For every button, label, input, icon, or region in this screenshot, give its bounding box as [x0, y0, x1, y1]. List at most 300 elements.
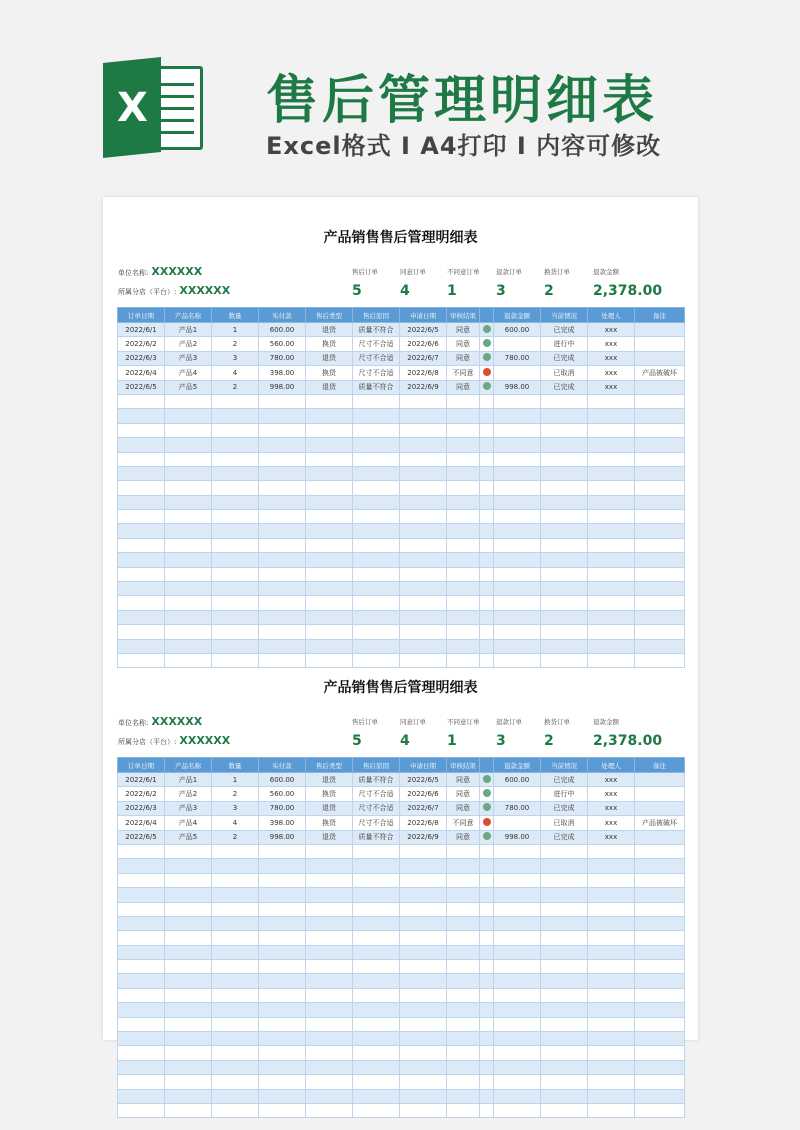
table-cell[interactable] [118, 409, 165, 423]
table-cell[interactable] [447, 1089, 480, 1103]
table-cell[interactable] [494, 567, 541, 581]
table-cell[interactable]: 产品3 [165, 801, 212, 815]
table-cell[interactable] [306, 481, 353, 495]
table-cell[interactable]: 进行中 [541, 337, 588, 351]
table-cell[interactable] [165, 844, 212, 858]
table-cell[interactable] [447, 888, 480, 902]
table-cell[interactable] [541, 1060, 588, 1074]
table-cell[interactable] [494, 639, 541, 653]
table-cell[interactable] [635, 553, 685, 567]
table-cell[interactable] [353, 596, 400, 610]
table-cell[interactable] [306, 409, 353, 423]
table-cell[interactable] [306, 988, 353, 1002]
table-cell[interactable] [306, 1060, 353, 1074]
table-cell[interactable] [447, 1060, 480, 1074]
table-cell[interactable] [118, 610, 165, 624]
table-cell[interactable] [306, 902, 353, 916]
table-cell[interactable] [118, 538, 165, 552]
table-cell[interactable] [165, 423, 212, 437]
table-cell[interactable] [353, 394, 400, 408]
table-cell[interactable] [400, 466, 447, 480]
table-cell[interactable] [212, 653, 259, 667]
table-cell[interactable]: 尺寸不合适 [353, 337, 400, 351]
table-cell[interactable] [400, 931, 447, 945]
table-cell[interactable] [635, 1103, 685, 1117]
table-cell[interactable] [635, 1075, 685, 1089]
table-cell[interactable] [353, 409, 400, 423]
table-cell[interactable] [494, 916, 541, 930]
table-cell[interactable] [212, 596, 259, 610]
table-cell[interactable]: 退货 [306, 323, 353, 337]
table-cell[interactable] [541, 916, 588, 930]
table-cell[interactable] [165, 466, 212, 480]
table-cell[interactable]: 已完成 [541, 323, 588, 337]
table-cell[interactable] [480, 859, 494, 873]
table-cell[interactable] [541, 510, 588, 524]
table-cell[interactable]: 2022/6/2 [118, 337, 165, 351]
table-cell[interactable] [400, 639, 447, 653]
table-cell[interactable] [353, 510, 400, 524]
table-cell[interactable] [588, 1060, 635, 1074]
table-cell[interactable] [259, 553, 306, 567]
table-cell[interactable] [118, 988, 165, 1002]
table-cell[interactable]: 退货 [306, 801, 353, 815]
table-cell[interactable] [588, 1003, 635, 1017]
table-cell[interactable] [480, 538, 494, 552]
table-cell[interactable] [588, 510, 635, 524]
table-cell[interactable] [212, 1017, 259, 1031]
table-cell[interactable] [165, 931, 212, 945]
table-cell[interactable] [212, 960, 259, 974]
table-cell[interactable] [353, 1075, 400, 1089]
table-cell[interactable] [447, 567, 480, 581]
table-cell[interactable] [353, 1089, 400, 1103]
table-cell[interactable]: 560.00 [259, 337, 306, 351]
table-cell[interactable] [480, 582, 494, 596]
table-cell[interactable]: 2022/6/2 [118, 787, 165, 801]
table-cell[interactable] [165, 409, 212, 423]
table-cell[interactable] [635, 1046, 685, 1060]
table-cell[interactable] [588, 888, 635, 902]
table-cell[interactable]: 4 [212, 366, 259, 380]
table-cell[interactable]: 780.00 [259, 351, 306, 365]
table-cell[interactable] [480, 394, 494, 408]
table-cell[interactable] [353, 553, 400, 567]
table-cell[interactable] [259, 582, 306, 596]
table-cell[interactable] [635, 524, 685, 538]
table-cell[interactable] [165, 859, 212, 873]
table-cell[interactable]: 998.00 [259, 830, 306, 844]
table-cell[interactable] [165, 639, 212, 653]
table-cell[interactable] [165, 625, 212, 639]
table-cell[interactable] [541, 653, 588, 667]
table-cell[interactable] [259, 844, 306, 858]
table-cell[interactable] [118, 495, 165, 509]
table-cell[interactable] [541, 1003, 588, 1017]
table-cell[interactable]: 同意 [447, 351, 480, 365]
table-cell[interactable] [306, 1075, 353, 1089]
table-cell[interactable] [447, 1075, 480, 1089]
table-cell[interactable] [212, 553, 259, 567]
table-cell[interactable]: 2022/6/6 [400, 787, 447, 801]
table-cell[interactable] [353, 931, 400, 945]
table-cell[interactable] [588, 639, 635, 653]
table-cell[interactable] [480, 495, 494, 509]
table-cell[interactable] [165, 960, 212, 974]
table-cell[interactable] [588, 945, 635, 959]
table-cell[interactable]: 600.00 [494, 323, 541, 337]
table-cell[interactable] [165, 538, 212, 552]
table-cell[interactable] [400, 988, 447, 1002]
table-cell[interactable] [494, 1075, 541, 1089]
table-cell[interactable] [447, 481, 480, 495]
table-cell[interactable] [306, 931, 353, 945]
table-cell[interactable] [259, 988, 306, 1002]
table-cell[interactable] [494, 1017, 541, 1031]
table-cell[interactable] [541, 481, 588, 495]
table-cell[interactable] [259, 524, 306, 538]
table-cell[interactable] [306, 974, 353, 988]
table-cell[interactable] [635, 639, 685, 653]
table-cell[interactable] [541, 625, 588, 639]
table-cell[interactable]: 产品4 [165, 366, 212, 380]
table-cell[interactable] [480, 596, 494, 610]
table-cell[interactable] [541, 974, 588, 988]
table-cell[interactable] [588, 974, 635, 988]
table-cell[interactable]: 2022/6/5 [118, 830, 165, 844]
table-cell[interactable] [635, 653, 685, 667]
table-cell[interactable] [212, 524, 259, 538]
table-cell[interactable]: 1 [212, 773, 259, 787]
table-cell[interactable]: 进行中 [541, 787, 588, 801]
table-cell[interactable] [447, 974, 480, 988]
table-cell[interactable] [306, 1046, 353, 1060]
table-cell[interactable] [165, 988, 212, 1002]
table-cell[interactable] [400, 438, 447, 452]
table-cell[interactable] [353, 902, 400, 916]
table-cell[interactable] [306, 625, 353, 639]
table-cell[interactable]: 2022/6/3 [118, 801, 165, 815]
table-cell[interactable] [400, 524, 447, 538]
table-cell[interactable] [353, 1046, 400, 1060]
table-cell[interactable] [447, 960, 480, 974]
table-cell[interactable] [541, 902, 588, 916]
table-cell[interactable]: xxx [588, 337, 635, 351]
table-cell[interactable] [588, 931, 635, 945]
table-cell[interactable] [400, 1089, 447, 1103]
table-cell[interactable] [541, 945, 588, 959]
table-cell[interactable] [353, 974, 400, 988]
table-cell[interactable]: 产品被破坏 [635, 816, 685, 830]
table-cell[interactable] [400, 1017, 447, 1031]
table-cell[interactable] [480, 1032, 494, 1046]
table-cell[interactable] [480, 610, 494, 624]
table-cell[interactable] [212, 409, 259, 423]
table-cell[interactable] [212, 888, 259, 902]
table-cell[interactable] [541, 859, 588, 873]
table-cell[interactable] [118, 524, 165, 538]
table-cell[interactable] [259, 510, 306, 524]
table-cell[interactable] [447, 1046, 480, 1060]
table-cell[interactable] [635, 481, 685, 495]
table-cell[interactable] [480, 888, 494, 902]
table-cell[interactable] [259, 873, 306, 887]
table-cell[interactable] [118, 625, 165, 639]
table-cell[interactable] [118, 902, 165, 916]
table-cell[interactable] [541, 567, 588, 581]
table-cell[interactable] [259, 945, 306, 959]
table-cell[interactable] [353, 653, 400, 667]
table-cell[interactable] [480, 873, 494, 887]
table-cell[interactable] [118, 1017, 165, 1031]
table-cell[interactable] [588, 859, 635, 873]
table-cell[interactable] [541, 423, 588, 437]
table-cell[interactable]: 3 [212, 351, 259, 365]
table-cell[interactable] [480, 988, 494, 1002]
table-cell[interactable]: 质量不符合 [353, 830, 400, 844]
table-cell[interactable]: 600.00 [259, 773, 306, 787]
table-cell[interactable] [447, 1103, 480, 1117]
table-cell[interactable]: 4 [212, 816, 259, 830]
table-cell[interactable] [494, 423, 541, 437]
table-cell[interactable] [400, 567, 447, 581]
table-cell[interactable] [541, 1089, 588, 1103]
table-cell[interactable] [400, 582, 447, 596]
table-cell[interactable] [541, 538, 588, 552]
table-cell[interactable] [541, 873, 588, 887]
table-cell[interactable] [306, 466, 353, 480]
table-cell[interactable] [494, 452, 541, 466]
table-cell[interactable] [259, 596, 306, 610]
table-cell[interactable] [494, 610, 541, 624]
table-cell[interactable]: 换货 [306, 366, 353, 380]
table-cell[interactable] [447, 452, 480, 466]
table-cell[interactable] [165, 902, 212, 916]
table-cell[interactable] [588, 466, 635, 480]
table-cell[interactable] [165, 1003, 212, 1017]
table-cell[interactable] [259, 438, 306, 452]
table-cell[interactable]: 退货 [306, 773, 353, 787]
table-cell[interactable] [447, 438, 480, 452]
table-cell[interactable] [400, 538, 447, 552]
table-cell[interactable] [353, 538, 400, 552]
table-cell[interactable] [588, 610, 635, 624]
table-cell[interactable] [259, 1046, 306, 1060]
table-cell[interactable] [212, 1032, 259, 1046]
table-cell[interactable] [447, 610, 480, 624]
table-cell[interactable] [165, 916, 212, 930]
table-cell[interactable] [353, 452, 400, 466]
table-cell[interactable] [447, 409, 480, 423]
table-cell[interactable] [118, 596, 165, 610]
table-cell[interactable] [635, 452, 685, 466]
table-cell[interactable] [118, 466, 165, 480]
table-cell[interactable] [494, 596, 541, 610]
table-cell[interactable] [494, 787, 541, 801]
table-cell[interactable] [494, 625, 541, 639]
table-cell[interactable] [588, 394, 635, 408]
table-cell[interactable] [447, 945, 480, 959]
table-cell[interactable] [400, 625, 447, 639]
table-cell[interactable] [306, 510, 353, 524]
table-cell[interactable] [165, 888, 212, 902]
table-cell[interactable] [541, 960, 588, 974]
table-cell[interactable] [306, 596, 353, 610]
table-cell[interactable] [259, 538, 306, 552]
table-cell[interactable] [353, 960, 400, 974]
table-cell[interactable] [118, 639, 165, 653]
table-cell[interactable]: 2 [212, 380, 259, 394]
table-cell[interactable] [118, 567, 165, 581]
table-cell[interactable]: 同意 [447, 830, 480, 844]
table-cell[interactable] [635, 931, 685, 945]
table-cell[interactable]: xxx [588, 830, 635, 844]
table-cell[interactable] [400, 902, 447, 916]
table-cell[interactable] [635, 945, 685, 959]
table-cell[interactable]: 998.00 [494, 830, 541, 844]
table-cell[interactable] [480, 423, 494, 437]
table-cell[interactable] [400, 844, 447, 858]
table-cell[interactable] [447, 859, 480, 873]
table-cell[interactable] [259, 1060, 306, 1074]
table-cell[interactable] [635, 466, 685, 480]
table-cell[interactable] [635, 1089, 685, 1103]
table-cell[interactable] [588, 1017, 635, 1031]
table-cell[interactable] [212, 610, 259, 624]
table-cell[interactable]: 同意 [447, 380, 480, 394]
table-cell[interactable]: 2022/6/4 [118, 816, 165, 830]
table-cell[interactable] [259, 394, 306, 408]
table-cell[interactable] [212, 423, 259, 437]
table-cell[interactable]: 已取消 [541, 366, 588, 380]
table-cell[interactable] [541, 524, 588, 538]
table-cell[interactable] [306, 610, 353, 624]
table-cell[interactable]: 已取消 [541, 816, 588, 830]
table-cell[interactable] [588, 1103, 635, 1117]
table-cell[interactable] [447, 538, 480, 552]
table-cell[interactable] [353, 1003, 400, 1017]
table-cell[interactable] [541, 888, 588, 902]
table-cell[interactable] [588, 916, 635, 930]
table-cell[interactable] [480, 452, 494, 466]
table-cell[interactable] [480, 625, 494, 639]
table-cell[interactable] [212, 394, 259, 408]
table-cell[interactable] [541, 553, 588, 567]
table-cell[interactable] [588, 438, 635, 452]
table-cell[interactable] [306, 1003, 353, 1017]
table-cell[interactable] [494, 931, 541, 945]
table-cell[interactable]: 产品2 [165, 337, 212, 351]
table-cell[interactable] [306, 873, 353, 887]
table-cell[interactable] [635, 423, 685, 437]
table-cell[interactable] [635, 888, 685, 902]
table-cell[interactable] [306, 438, 353, 452]
table-cell[interactable] [165, 582, 212, 596]
table-cell[interactable] [306, 524, 353, 538]
table-cell[interactable] [400, 859, 447, 873]
table-cell[interactable] [494, 582, 541, 596]
table-cell[interactable] [165, 945, 212, 959]
table-cell[interactable] [353, 582, 400, 596]
table-cell[interactable]: 2 [212, 787, 259, 801]
table-cell[interactable] [635, 773, 685, 787]
table-cell[interactable] [259, 859, 306, 873]
table-cell[interactable] [212, 1003, 259, 1017]
table-cell[interactable] [588, 902, 635, 916]
table-cell[interactable]: 398.00 [259, 366, 306, 380]
table-cell[interactable] [259, 960, 306, 974]
table-cell[interactable] [480, 916, 494, 930]
table-cell[interactable]: 600.00 [259, 323, 306, 337]
table-cell[interactable]: 2022/6/5 [400, 773, 447, 787]
table-cell[interactable] [588, 1089, 635, 1103]
table-cell[interactable] [480, 960, 494, 974]
table-cell[interactable] [588, 960, 635, 974]
table-cell[interactable] [353, 438, 400, 452]
table-cell[interactable] [118, 859, 165, 873]
table-cell[interactable] [400, 974, 447, 988]
table-cell[interactable] [165, 394, 212, 408]
table-cell[interactable] [306, 888, 353, 902]
table-cell[interactable] [541, 1075, 588, 1089]
table-cell[interactable] [400, 423, 447, 437]
table-cell[interactable] [447, 916, 480, 930]
table-cell[interactable] [212, 1060, 259, 1074]
table-cell[interactable] [118, 510, 165, 524]
table-cell[interactable]: 2 [212, 830, 259, 844]
table-cell[interactable] [635, 974, 685, 988]
table-cell[interactable]: 产品4 [165, 816, 212, 830]
table-cell[interactable] [306, 859, 353, 873]
table-cell[interactable] [165, 553, 212, 567]
table-cell[interactable] [259, 1103, 306, 1117]
table-cell[interactable] [588, 844, 635, 858]
table-cell[interactable] [353, 1032, 400, 1046]
table-cell[interactable] [212, 538, 259, 552]
table-cell[interactable] [447, 902, 480, 916]
table-cell[interactable] [588, 653, 635, 667]
table-cell[interactable] [588, 596, 635, 610]
table-cell[interactable] [259, 409, 306, 423]
table-cell[interactable] [212, 902, 259, 916]
table-cell[interactable] [588, 1032, 635, 1046]
table-cell[interactable] [480, 409, 494, 423]
table-cell[interactable] [306, 1089, 353, 1103]
table-cell[interactable] [635, 1003, 685, 1017]
table-cell[interactable] [306, 394, 353, 408]
table-cell[interactable] [165, 1046, 212, 1060]
table-cell[interactable] [541, 639, 588, 653]
table-cell[interactable] [480, 1089, 494, 1103]
table-cell[interactable]: 尺寸不合适 [353, 801, 400, 815]
table-cell[interactable] [353, 873, 400, 887]
table-cell[interactable] [635, 495, 685, 509]
table-cell[interactable] [635, 859, 685, 873]
table-cell[interactable]: 换货 [306, 787, 353, 801]
table-cell[interactable] [165, 567, 212, 581]
table-cell[interactable] [588, 452, 635, 466]
table-cell[interactable] [588, 582, 635, 596]
table-cell[interactable] [541, 394, 588, 408]
table-cell[interactable] [541, 844, 588, 858]
table-cell[interactable] [635, 801, 685, 815]
table-cell[interactable] [494, 524, 541, 538]
table-cell[interactable]: 2022/6/1 [118, 323, 165, 337]
table-cell[interactable] [494, 366, 541, 380]
table-cell[interactable] [635, 830, 685, 844]
table-cell[interactable] [635, 596, 685, 610]
table-cell[interactable] [635, 1060, 685, 1074]
